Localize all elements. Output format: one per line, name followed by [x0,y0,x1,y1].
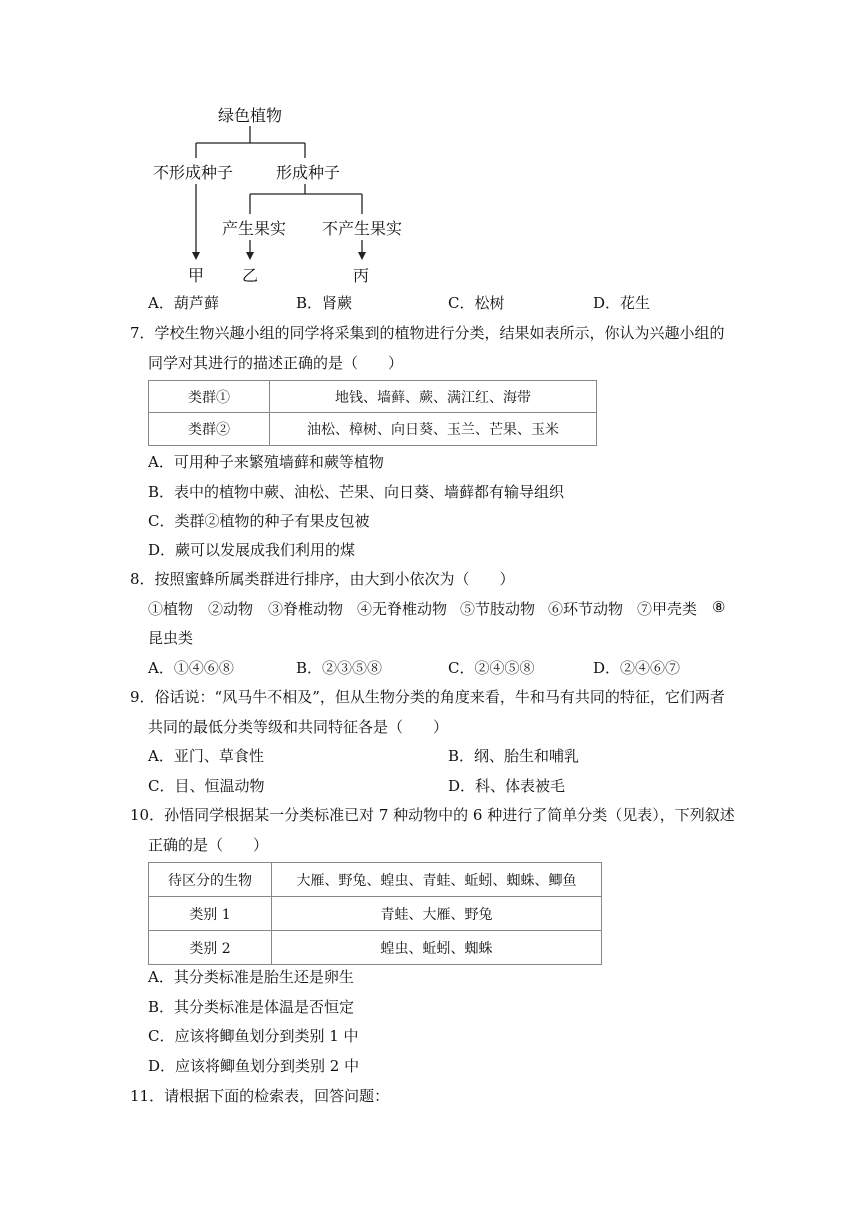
q10-option-b[interactable]: B．其分类标准是体温是否恒定 [148,998,355,1016]
q10-option-d[interactable]: D．应该将鲫鱼划分到类别 2 中 [148,1057,360,1075]
table-cell: 类别 2 [149,931,272,965]
q6-option-b[interactable]: B．肾蕨 [296,294,353,312]
table-cell: 类群① [149,381,270,413]
table-row [149,863,602,897]
q8-item-6: ⑥环节动物 [548,600,624,618]
q8-option-a[interactable]: A．①④⑥⑧ [148,659,234,677]
q8-item-5: ⑤节肢动物 [460,600,536,618]
q10-stem-line2: 正确的是（ ） [148,836,269,854]
table-cell: 油松、樟树、向日葵、玉兰、芒果、玉米 [270,413,597,446]
q8-item-1: ①植物 [148,600,194,618]
q8-stem-line1: 8．按照蜜蜂所属类群进行排序，由大到小依次为（ ） [130,570,515,588]
q10-stem-line1: 10．孙悟同学根据某一分类标准已对 7 种动物中的 6 种进行了简单分类（见表），下列叙述 [130,806,735,824]
diagram-fruit-no: 不产生果实 [322,219,403,238]
table-cell: 蝗虫、蚯蚓、蜘蛛 [272,931,602,965]
q9-option-b[interactable]: B．纲、胎生和哺乳 [448,747,580,765]
q7-option-a[interactable]: A．可用种子来繁殖墙藓和蕨等植物 [148,453,384,471]
table-row [149,413,597,446]
diagram-leaf-jia: 甲 [188,266,205,285]
q7-option-d[interactable]: D．蕨可以发展成我们利用的煤 [148,541,356,559]
table-cell: 地钱、墙藓、蕨、满江红、海带 [270,381,597,413]
q6-option-d[interactable]: D．花生 [593,294,651,312]
table-cell: 大雁、野兔、蝗虫、青蛙、蚯蚓、蜘蛛、鲫鱼 [272,863,602,897]
table-row [149,381,597,413]
q6-option-c[interactable]: C．松树 [448,294,505,312]
diagram-leaf-bing: 丙 [353,266,370,285]
q8-stem-line3: 昆虫类 [148,629,194,647]
q7-stem-line2: 同学对其进行的描述正确的是（ ） [148,354,404,372]
table-cell: 类群② [149,413,270,446]
table-cell: 待区分的生物 [149,863,272,897]
q7-option-c[interactable]: C．类群②植物的种子有果皮包被 [148,512,370,530]
diagram-leaf-yi: 乙 [242,266,259,285]
q7-stem-line1: 7．学校生物兴趣小组的同学将采集到的植物进行分类，结果如表所示，你认为兴趣小组的 [130,324,725,342]
q8-item-8: ⑧ [712,598,726,616]
q8-item-2: ②动物 [208,600,254,618]
diagram-lines [0,0,860,300]
q9-stem-line2: 共同的最低分类等级和共同特征各是（ ） [148,718,449,736]
q8-option-c[interactable]: C．②④⑤⑧ [448,659,535,677]
q9-option-d[interactable]: D．科、体表被毛 [448,777,566,795]
q8-item-4: ④无脊椎动物 [357,600,448,618]
q8-item-3: ③脊椎动物 [268,600,344,618]
diagram-right-branch: 形成种子 [276,163,341,182]
q6-option-a[interactable]: A．葫芦藓 [148,294,219,312]
table-cell: 青蛙、大雁、野兔 [272,897,602,931]
table-row [149,897,602,931]
table-row [149,931,602,965]
q9-option-a[interactable]: A．亚门、草食性 [148,747,264,765]
q11-stem-line1: 11．请根据下面的检索表，回答问题： [130,1087,390,1105]
q10-option-a[interactable]: A．其分类标准是胎生还是卵生 [148,968,354,986]
q8-item-7: ⑦甲壳类 [637,600,698,618]
q10-table [148,862,602,965]
q7-option-b[interactable]: B．表中的植物中蕨、油松、芒果、向日葵、墙藓都有输导组织 [148,483,565,501]
q9-stem-line1: 9．俗话说：“风马牛不相及”，但从生物分类的角度来看，牛和马有共同的特征，它们两者 [130,688,725,706]
q7-table [148,380,597,446]
diagram-root: 绿色植物 [218,106,283,125]
q10-option-c[interactable]: C．应该将鲫鱼划分到类别 1 中 [148,1027,359,1045]
table-cell: 类别 1 [149,897,272,931]
q8-option-b[interactable]: B．②③⑤⑧ [296,659,383,677]
q8-option-d[interactable]: D．②④⑥⑦ [593,659,681,677]
diagram-left-branch: 不形成种子 [153,163,234,182]
diagram-fruit-yes: 产生果实 [222,219,287,238]
q9-option-c[interactable]: C．目、恒温动物 [148,777,265,795]
